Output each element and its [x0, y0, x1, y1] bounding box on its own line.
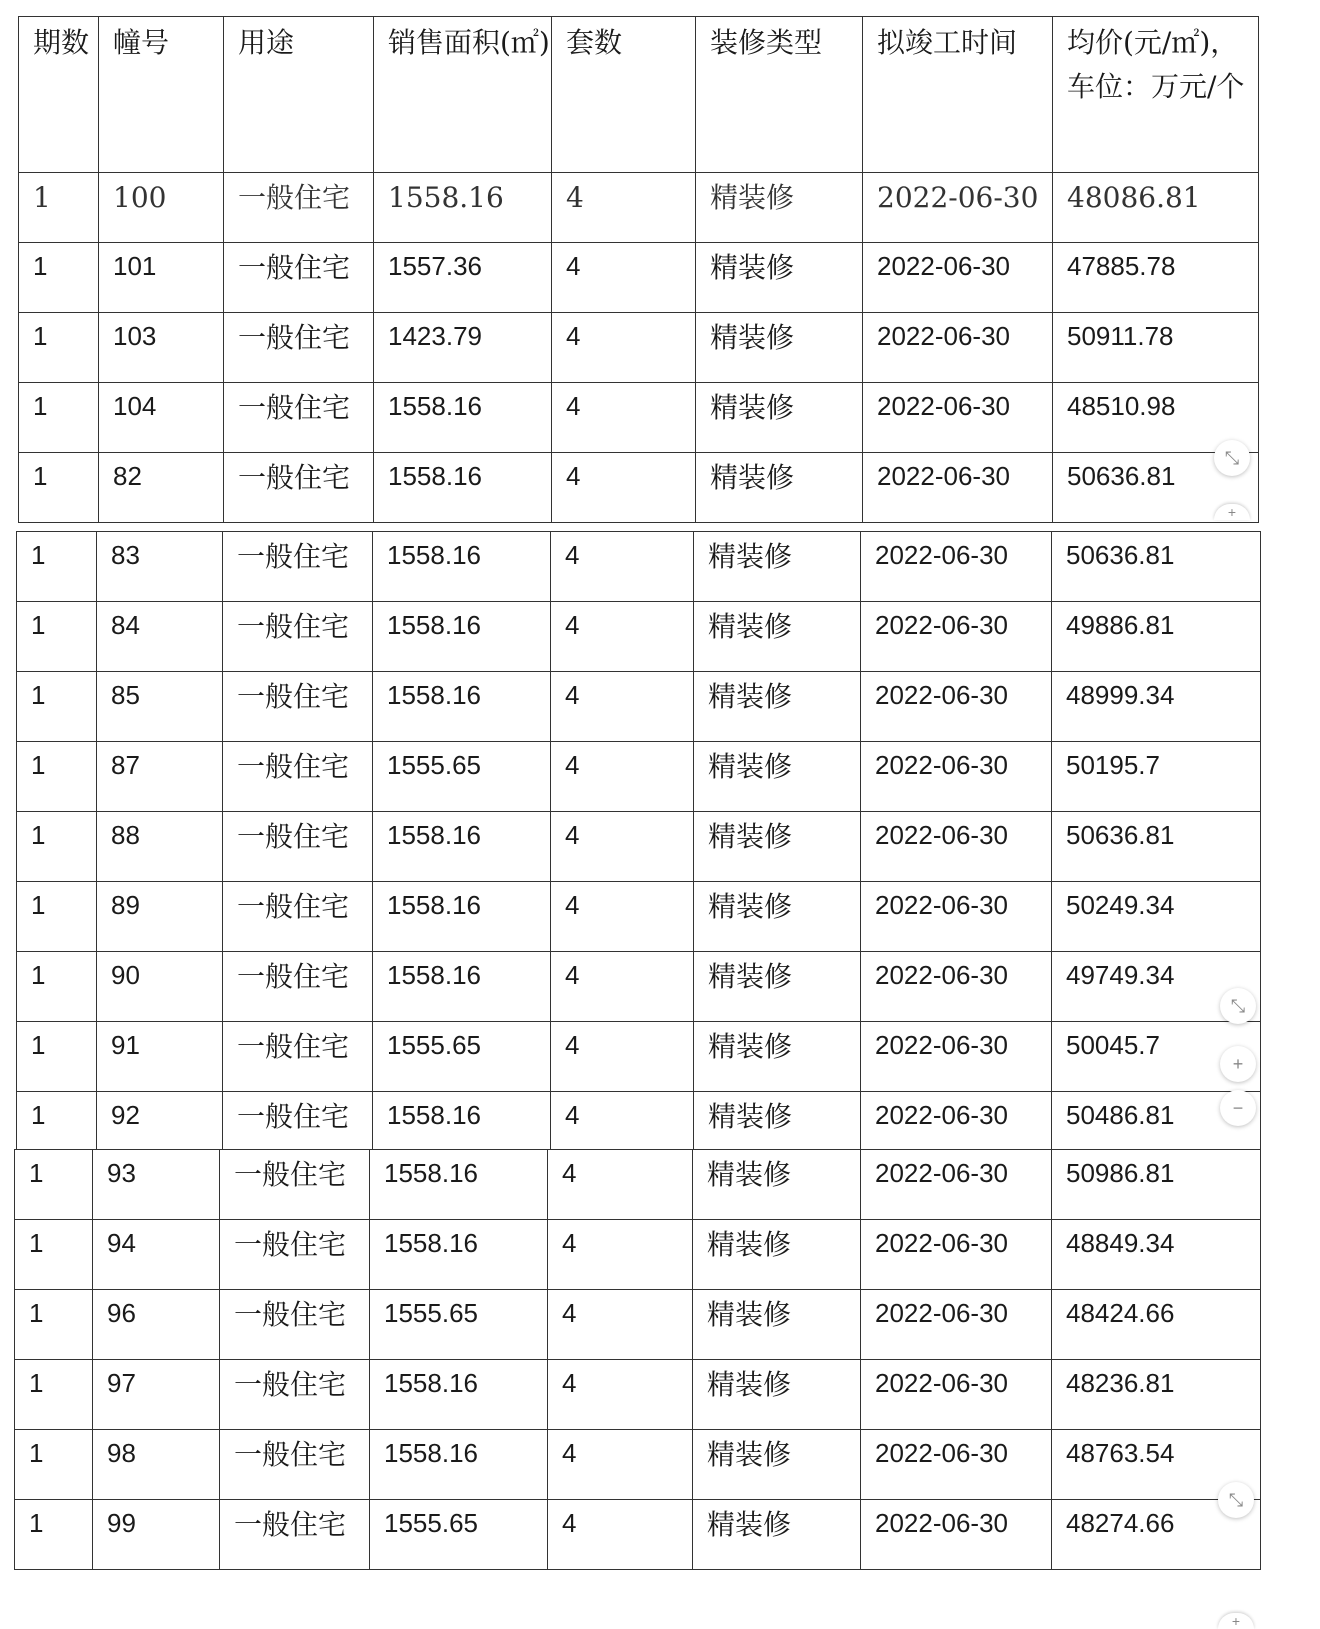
table-cell: 精装修 — [693, 1430, 861, 1500]
table-cell: 85 — [97, 672, 223, 742]
table-cell: 50486.81 — [1052, 1092, 1261, 1162]
table-cell: 精装修 — [694, 812, 861, 882]
table-cell: 91 — [97, 1022, 223, 1092]
table-cell: 一般住宅 — [224, 383, 374, 453]
table-cell: 2022-06-30 — [861, 882, 1052, 952]
table-cell: 48763.54 — [1052, 1430, 1261, 1500]
header-cell: 幢号 — [99, 17, 224, 173]
table-cell: 2022-06-30 — [863, 453, 1053, 523]
collapse-icon[interactable]: ⤡ — [1220, 988, 1256, 1024]
price-table-segment-2 — [16, 531, 1261, 1162]
table-row — [15, 1150, 1261, 1220]
table-cell: 一般住宅 — [223, 602, 373, 672]
zoom-in-icon[interactable]: + — [1218, 1613, 1254, 1629]
table-cell: 精装修 — [694, 1022, 861, 1092]
table-cell: 2022-06-30 — [863, 313, 1053, 383]
table-cell: 4 — [551, 882, 694, 952]
table-row — [19, 173, 1259, 243]
table-cell: 1 — [15, 1150, 93, 1220]
table-cell: 48424.66 — [1052, 1290, 1261, 1360]
table-cell: 4 — [548, 1150, 693, 1220]
header-cell: 用途 — [224, 17, 374, 173]
table-cell: 精装修 — [694, 602, 861, 672]
table-cell: 49749.34 — [1052, 952, 1261, 1022]
table-cell: 一般住宅 — [223, 812, 373, 882]
table-cell: 4 — [548, 1430, 693, 1500]
table-cell: 4 — [548, 1220, 693, 1290]
table-cell: 1558.16 — [374, 173, 552, 243]
table-cell: 48274.66 — [1052, 1500, 1261, 1570]
table-cell: 92 — [97, 1092, 223, 1162]
table-cell: 4 — [552, 383, 696, 453]
header-cell: 销售面积(㎡) — [374, 17, 552, 173]
table-cell: 1 — [19, 453, 99, 523]
table-cell: 96 — [93, 1290, 220, 1360]
table-row — [15, 1290, 1261, 1360]
table-cell: 一般住宅 — [223, 882, 373, 952]
table-cell: 1 — [17, 882, 97, 952]
table-cell: 1 — [17, 1092, 97, 1162]
table-cell: 2022-06-30 — [861, 1022, 1052, 1092]
table-cell: 一般住宅 — [224, 173, 374, 243]
table-cell: 4 — [551, 1092, 694, 1162]
table-cell: 1558.16 — [370, 1150, 548, 1220]
table-row — [15, 1360, 1261, 1430]
table-cell: 1 — [17, 952, 97, 1022]
table-cell: 2022-06-30 — [861, 1430, 1052, 1500]
table-cell: 一般住宅 — [223, 742, 373, 812]
table-cell: 精装修 — [693, 1360, 861, 1430]
table-cell: 一般住宅 — [224, 453, 374, 523]
table-cell: 2022-06-30 — [863, 173, 1053, 243]
table-cell: 精装修 — [694, 742, 861, 812]
table-cell: 2022-06-30 — [861, 1500, 1052, 1570]
table-cell: 49886.81 — [1052, 602, 1261, 672]
table-cell: 1558.16 — [373, 532, 551, 602]
table-cell: 48086.81 — [1053, 173, 1259, 243]
table-cell: 一般住宅 — [223, 952, 373, 1022]
table-row — [19, 243, 1259, 313]
table-cell: 一般住宅 — [224, 313, 374, 383]
table-cell: 精装修 — [693, 1290, 861, 1360]
table-header-row — [19, 17, 1259, 173]
table-row — [17, 1022, 1261, 1092]
table-cell: 4 — [551, 532, 694, 602]
table-cell: 2022-06-30 — [861, 952, 1052, 1022]
table-cell: 2022-06-30 — [861, 742, 1052, 812]
table-cell: 83 — [97, 532, 223, 602]
table-row — [15, 1430, 1261, 1500]
table-row — [19, 453, 1259, 523]
table-cell: 47885.78 — [1053, 243, 1259, 313]
table-cell: 87 — [97, 742, 223, 812]
table-cell: 99 — [93, 1500, 220, 1570]
table-cell: 精装修 — [693, 1150, 861, 1220]
table-cell: 4 — [551, 672, 694, 742]
table-cell: 2022-06-30 — [861, 602, 1052, 672]
header-cell: 期数 — [19, 17, 99, 173]
table-cell: 精装修 — [694, 672, 861, 742]
table-cell: 50195.7 — [1052, 742, 1261, 812]
table-cell: 104 — [99, 383, 224, 453]
table-cell: 1 — [17, 532, 97, 602]
table-cell: 精装修 — [696, 173, 863, 243]
table-cell: 1 — [15, 1360, 93, 1430]
table-cell: 1558.16 — [370, 1220, 548, 1290]
table-cell: 4 — [551, 742, 694, 812]
table-cell: 2022-06-30 — [861, 1290, 1052, 1360]
table-cell: 1 — [17, 742, 97, 812]
table-cell: 4 — [552, 243, 696, 313]
table-cell: 2022-06-30 — [861, 1150, 1052, 1220]
table-cell: 1555.65 — [373, 1022, 551, 1092]
table-cell: 90 — [97, 952, 223, 1022]
table-cell: 1558.16 — [374, 383, 552, 453]
table-cell: 1 — [17, 602, 97, 672]
table-cell: 1558.16 — [373, 812, 551, 882]
table-row — [17, 602, 1261, 672]
table-cell: 88 — [97, 812, 223, 882]
table-cell: 1 — [15, 1430, 93, 1500]
table-cell: 4 — [548, 1290, 693, 1360]
table-cell: 2022-06-30 — [861, 812, 1052, 882]
table-cell: 1558.16 — [373, 602, 551, 672]
table-cell: 精装修 — [693, 1500, 861, 1570]
table-cell: 48236.81 — [1052, 1360, 1261, 1430]
table-cell: 98 — [93, 1430, 220, 1500]
table-cell: 一般住宅 — [220, 1500, 370, 1570]
table-cell: 2022-06-30 — [861, 1092, 1052, 1162]
table-cell: 4 — [551, 602, 694, 672]
table-cell: 1558.16 — [370, 1360, 548, 1430]
table-cell: 48999.34 — [1052, 672, 1261, 742]
table-cell: 2022-06-30 — [863, 383, 1053, 453]
table-cell: 精装修 — [696, 383, 863, 453]
table-cell: 2022-06-30 — [863, 243, 1053, 313]
table-cell: 50636.81 — [1052, 532, 1261, 602]
table-cell: 50636.81 — [1052, 812, 1261, 882]
table-row — [15, 1500, 1261, 1570]
table-cell: 100 — [99, 173, 224, 243]
table-cell: 89 — [97, 882, 223, 952]
header-cell: 拟竣工时间 — [863, 17, 1053, 173]
table-cell: 48849.34 — [1052, 1220, 1261, 1290]
table-cell: 48510.98 — [1053, 383, 1259, 453]
table-cell: 1 — [17, 812, 97, 882]
table-cell: 精装修 — [696, 313, 863, 383]
table-cell: 1558.16 — [373, 882, 551, 952]
table-cell: 一般住宅 — [220, 1220, 370, 1290]
table-cell: 1558.16 — [370, 1430, 548, 1500]
table-cell: 一般住宅 — [220, 1430, 370, 1500]
table-cell: 1555.65 — [370, 1290, 548, 1360]
collapse-icon[interactable]: ⤡ — [1218, 1482, 1254, 1518]
table-cell: 1558.16 — [374, 453, 552, 523]
table-cell: 1 — [17, 672, 97, 742]
table-cell: 4 — [552, 453, 696, 523]
table-cell: 4 — [552, 173, 696, 243]
table-cell: 2022-06-30 — [861, 532, 1052, 602]
table-cell: 1 — [19, 383, 99, 453]
table-cell: 精装修 — [694, 882, 861, 952]
table-cell: 4 — [551, 952, 694, 1022]
table-cell: 精装修 — [694, 952, 861, 1022]
table-cell: 1557.36 — [374, 243, 552, 313]
table-cell: 94 — [93, 1220, 220, 1290]
table-row — [17, 882, 1261, 952]
header-cell: 套数 — [552, 17, 696, 173]
table-cell: 1555.65 — [370, 1500, 548, 1570]
table-cell: 4 — [551, 812, 694, 882]
table-cell: 50986.81 — [1052, 1150, 1261, 1220]
table-row — [17, 952, 1261, 1022]
price-table-segment-3 — [14, 1149, 1261, 1570]
table-cell: 2022-06-30 — [861, 1220, 1052, 1290]
table-cell: 82 — [99, 453, 224, 523]
table-cell: 精装修 — [694, 532, 861, 602]
table-cell: 50636.81 — [1053, 453, 1259, 523]
table-cell: 1 — [19, 313, 99, 383]
table-cell: 2022-06-30 — [861, 1360, 1052, 1430]
table-cell: 1 — [17, 1022, 97, 1092]
table-cell: 一般住宅 — [220, 1150, 370, 1220]
header-cell: 装修类型 — [696, 17, 863, 173]
table-cell: 4 — [548, 1500, 693, 1570]
table-cell: 84 — [97, 602, 223, 672]
table-cell: 50249.34 — [1052, 882, 1261, 952]
table-cell: 1558.16 — [373, 672, 551, 742]
table-cell: 1423.79 — [374, 313, 552, 383]
table-cell: 2022-06-30 — [861, 672, 1052, 742]
table-cell: 1 — [15, 1220, 93, 1290]
table-cell: 50911.78 — [1053, 313, 1259, 383]
table-cell: 1558.16 — [373, 1092, 551, 1162]
table-cell: 一般住宅 — [220, 1290, 370, 1360]
header-cell: 均价(元/㎡)，车位：万元/个 — [1053, 17, 1259, 173]
table-cell: 1 — [15, 1290, 93, 1360]
table-cell: 精装修 — [696, 243, 863, 313]
zoom-in-icon[interactable]: + — [1220, 1046, 1256, 1082]
table-cell: 1555.65 — [373, 742, 551, 812]
table-row — [19, 313, 1259, 383]
price-table-segment-1 — [18, 16, 1259, 523]
table-cell: 93 — [93, 1150, 220, 1220]
table-cell: 精装修 — [693, 1220, 861, 1290]
table-cell: 1 — [19, 173, 99, 243]
table-cell: 97 — [93, 1360, 220, 1430]
table-cell: 1 — [19, 243, 99, 313]
table-cell: 一般住宅 — [223, 672, 373, 742]
table-cell: 一般住宅 — [223, 1022, 373, 1092]
table-row — [17, 742, 1261, 812]
table-cell: 精装修 — [696, 453, 863, 523]
table-cell: 一般住宅 — [220, 1360, 370, 1430]
table-cell: 4 — [552, 313, 696, 383]
table-cell: 50045.7 — [1052, 1022, 1261, 1092]
table-cell: 4 — [548, 1360, 693, 1430]
table-cell: 4 — [551, 1022, 694, 1092]
table-row — [17, 672, 1261, 742]
table-cell: 一般住宅 — [223, 1092, 373, 1162]
zoom-out-icon[interactable]: − — [1220, 1090, 1256, 1126]
table-cell: 103 — [99, 313, 224, 383]
table-row — [17, 532, 1261, 602]
table-cell: 101 — [99, 243, 224, 313]
table-row — [15, 1220, 1261, 1290]
table-row — [17, 812, 1261, 882]
zoom-in-icon[interactable]: + — [1214, 504, 1250, 520]
table-row — [19, 383, 1259, 453]
table-cell: 1558.16 — [373, 952, 551, 1022]
table-cell: 1 — [15, 1500, 93, 1570]
table-cell: 一般住宅 — [223, 532, 373, 602]
table-cell: 精装修 — [694, 1092, 861, 1162]
table-cell: 一般住宅 — [224, 243, 374, 313]
collapse-icon[interactable]: ⤡ — [1214, 440, 1250, 476]
